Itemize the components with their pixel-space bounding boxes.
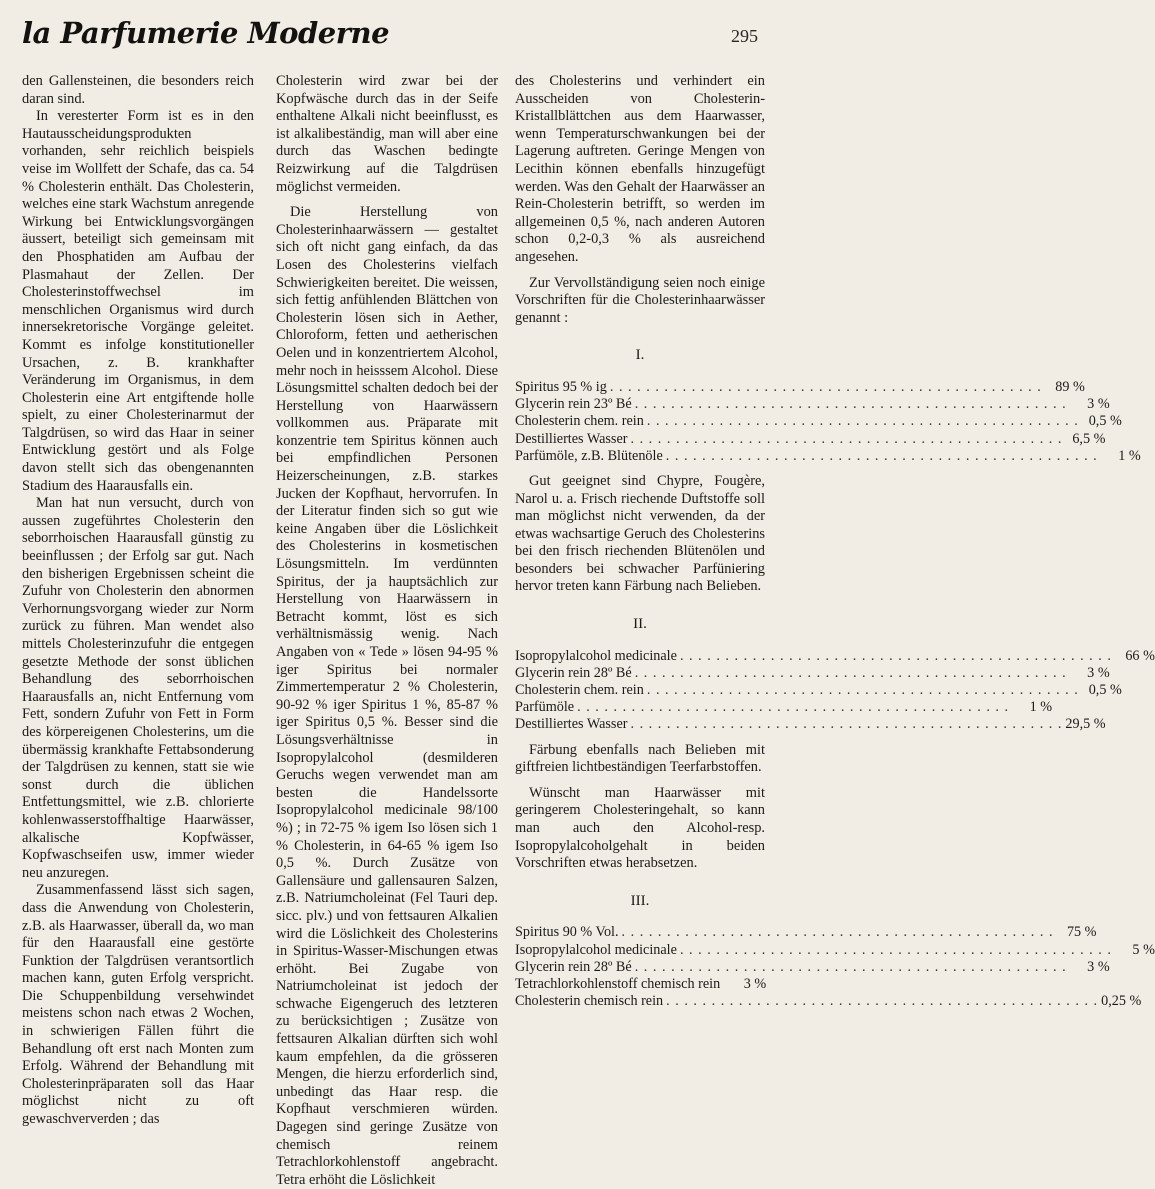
text-column-1 xyxy=(22,73,254,1128)
recipe-item: Glycerin rein 23º Bé . . . 3 % xyxy=(515,396,765,413)
paragraph: Cholesterin wird zwar bei der Kopfwäsche durch das in der Seife enthaltene Alkali nicht beeinflusst, es ist alkalibeständig, man will aber eine durch das Waschen bedingte Reizwirkung auf die Talgdrüsen möglichst vermeiden. xyxy=(276,73,498,195)
text-column-3 xyxy=(515,73,1155,1021)
recipe-item: Tetrachlorkohlenstoff chemisch rein 3 % xyxy=(515,976,767,993)
recipe-item: Parfümöle, z.B. Blütenöle . . . 1 % xyxy=(515,448,765,465)
paragraph: In veresterter Form ist es in den Hautausscheidungsprodukten vorhanden, sehr reichlich beispiels veise im Wollfett der Schafe, das ca. 54 % Cholesterin enthält. Das Cholesterin, welches eine stark Wachstum anregende Wirkung bei Entwicklungsvorgängen äussert, beteiligt sich gemeinsam mit den Phosphatiden am Aufbau der Plasmahaut der Zellen. Der Cholesterinstoffwechsel im menschlichen Organismus wird durch innersekretorische Vorgänge geleitet. Kommt es infolge konstitutioneller Ursachen, z. B. krankhafter Veränderung im Organismus, in dem Cholesterin eine Art entgiftende holle spielt, zu einer Cholesterinarmut der Talgdrüsen, so wird das Haar in seiner Entwicklung gestört und als Folge davon stellt sich das obengenannten Stadium des Haarausfalls ein. xyxy=(22,108,254,494)
paragraph: Färbung ebenfalls nach Belieben mit giftfreien lichtbeständigen Teerfarbstoffen. xyxy=(515,741,765,776)
text-column-2 xyxy=(276,73,498,1188)
journal-logo: la Parfumerie Moderne xyxy=(22,16,390,50)
paragraph: Zur Vervollständigung seien noch einige Vorschriften für die Cholesterinhaarwässer genannt : xyxy=(515,274,765,326)
recipe-item: Spiritus 90 % Vol. . . . 75 % xyxy=(515,924,765,941)
paragraph: des Cholesterins und verhindert ein Ausscheiden von Cholesterin-Kristallblättchen aus dem Haarwasser, wenn Temperaturschwankungen bei der Lagerung auftreten. Geringe Mengen von Lecithin können ebenfalls hinzugefügt werden. Was den Gehalt der Haarwässer an Rein-Cholesterin betrifft, so werden im allgemeinen 0,5 %, nach anderen Autoren schon 0,2-0,3 % als ausreichend angesehen. xyxy=(515,73,765,265)
recipe-item: Spiritus 95 % ig . . . 89 % xyxy=(515,379,765,396)
recipe-heading-2: II. xyxy=(633,616,647,633)
recipe-item: Destilliertes Wasser . . . 29,5 % xyxy=(515,716,765,733)
recipe-list-1 xyxy=(515,378,1141,465)
recipe-list-2 xyxy=(515,647,1155,734)
recipe-heading-3: III. xyxy=(630,892,650,909)
recipe-item: Glycerin rein 28º Bé . . . 3 % xyxy=(515,959,765,976)
page-header xyxy=(0,0,800,66)
paragraph: Zusammenfassend lässt sich sagen, dass die Anwendung von Cholesterin, z.B. als Haarwasser, überall da, wo man für den Haarausfall eine gestörte Funktion der Talgdrüsen verantsortlich machen kann, guten Erfolg verspricht. Die Schuppenbildung versehwindet meistens schon nach etwas 2 Wochen, in schwierigen Fällen führt die Behandlung oft erst nach Monten zum Erfolg. Während der Behandlung mit Cholesterinpräparaten soll das Haar möglichst nicht zu oft gewaschververden ; das xyxy=(22,882,254,1128)
recipe-item: Cholesterin chemisch rein . . . 0,25 % xyxy=(515,993,765,1010)
recipe-item: Isopropylalcohol medicinale . . . 66 % xyxy=(515,648,765,665)
paragraph: Wünscht man Haarwässer mit geringerem Cholesteringehalt, so kann man auch den Alcohol-resp. Isopropylalcoholgehalt in beiden Vorschriften etwas herabsetzen. xyxy=(515,784,765,872)
recipe-item: Glycerin rein 28º Bé . . . 3 % xyxy=(515,665,765,682)
recipe-item: Cholesterin chem. rein . . . 0,5 % xyxy=(515,682,765,699)
paragraph: den Gallensteinen, die besonders reich daran sind. xyxy=(22,73,254,107)
recipe-item: Destilliertes Wasser . . . 6,5 % xyxy=(515,431,765,448)
recipe-heading-1: I. xyxy=(635,347,645,364)
recipe-list-3 xyxy=(515,924,1155,1010)
paragraph: Gut geeignet sind Chypre, Fougère, Narol u. a. Frisch riechende Duftstoffe soll man möglichst nicht verwenden, da der etwas wachsartige Geruch des Cholesterins bei den frisch riechenden Blütenölen und besonders bei schwacher Parfüniering hervor treten kann Färbung nach Belieben. xyxy=(515,472,765,595)
paragraph: Die Herstellung von Cholesterinhaarwässern — gestaltet sich oft nicht gang einfach, da das Losen des Cholesterins vielfach Schwierigkeiten bereitet. Die weissen, sich fettig anfühlenden Blättchen von Cholesterin lösen sich in Aether, Chloroform, fetten und aetherischen Oelen und in konzentriertem Alcohol, mehr noch in heisssem Alcohol. Diese Lösungsmittel schalten dedoch bei der Herstellung von Haarwässern vollkommen aus. Präparate mit konzentrie tem Spiritus können auch bei empfindlichen Personen Heizerscheinungen, z.B. starkes Jucken der Kopfhaut, hervorrufen. In der Literatur finden sich so gut wie keine Angaben über die Löslichkeit des Cholesterins in kosmetischen Lösungsmitteln. Im verdünnten Spiritus, der ja hauptsächlich zur Herstellung von Haarwässern in Betracht kommt, löst es sich verhältnismässig wenig. Nach Angaben von « Tede » lösen 94-95 % iger Spiritus bei normaler Zimmertemperatur 2 % Cholesterin, 90-92 % iger Spiritus 1 %, 85-87 % iger Spiritus 0,5 %. Besser sind die Lösungsverhältnisse in Isopropylalcohol (desmilderen Geruchs wegen verwendet man am besten die Handelssorte Isopropylalcohol medicinale 98/100 %) ; in 72-75 % igem Iso lösen sich 1 % Cholesterin, in 64-65 % igem Iso 0,5 %. Durch Zusätze von Gallensäure und gallensauren Salzen, z.B. Natriumcholeinat (Fel Tauri dep. sicc. plv.) und von fettsauren Alkalien wird die Löslichkeit des Cholesterins in Spiritus-Wasser-Mischungen etwas erhöht. Bei Zugabe von Natriumcholeinat ist jedoch der schwache Eigengeruch des letzteren zu berücksichtigen ; Zusätze von fettsauren Alkalian dürften sich wohl kaum empfehlen, da die grösseren Mengen, die hierzu erforderlich sind, unbedingt das Haar resp. die Kopfhaut verschmieren würden. Dagegen sind geringe Zusätze von chemisch reinem Tetrachlorkohlenstoff angebracht. Tetra erhöht die Löslichkeit xyxy=(276,204,498,1188)
page-number: 295 xyxy=(731,26,758,46)
paragraph: Man hat nun versucht, durch von aussen zugeführtes Cholesterin den seborrhoischen Haarausfall günstig zu beeinflussen ; der Erfolg sar gut. Nach den bisherigen Ergebnissen scheint die Zufuhr von Cholesterin den abnormen Verhornungsvorgang wieder zur Norm zurück zu führen. Man wendet also mittels Cholesterinzufuhr die entgegen gesetzte Methode der sonst üblichen Behandlung des seborrhoischen Haarausfalls an, nicht Entfernung vom Fett, sondern Zufuhr von Fett in Form des körpereigenen Cholesterins, um die übermässig krankhafte Fettabsonderung der Talgdrüsen zu kennen, statt sie wie sonst durch die üblichen Entfettungsmittel, wie z.B. chlorierte kohlenwasserstoffhaltige Haarwässer, alkalische Kopfwässer, Kopfwaschseifen usw, immer wieder neu anzuregen. xyxy=(22,495,254,881)
recipe-item: Parfümöle . . . 1 % xyxy=(515,699,765,716)
recipe-item: Isopropylalcohol medicinale . . . 5 % xyxy=(515,942,765,959)
recipe-item: Cholesterin chem. rein . . . 0,5 % xyxy=(515,413,765,430)
